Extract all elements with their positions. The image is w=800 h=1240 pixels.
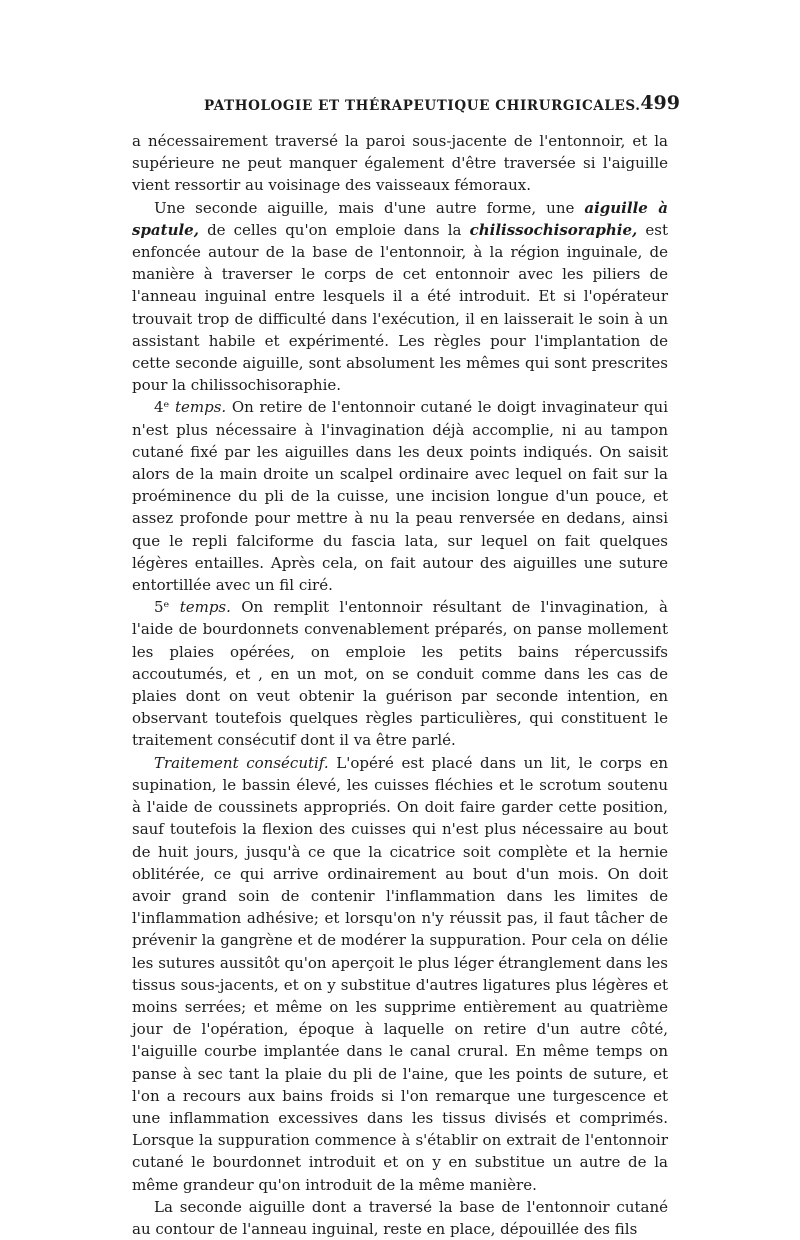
body-text — [132, 130, 668, 1240]
paragraph — [132, 596, 668, 751]
paragraph — [132, 130, 668, 197]
emphasized-term: aiguille à spatule, — [132, 198, 668, 239]
emphasized-term: temps. — [174, 398, 227, 417]
page-number: 499 — [640, 92, 680, 114]
paragraph-text: L'opéré est placé dans un lit, le corps en supination, le bassin élevé, les cuisses fléchies et le scrotum soutenu à l'aide de coussinets appropriés. On doit faire garder cette position, sauf toutefois la flexion des cuisses qui n'est plus nécessaire au bout de huit jours, jusqu'à ce que la cicatrice soit complète et la hernie oblitérée, ce qui arrive ordinairement au bout d'un mois. On doit avoir grand soin de contenir l'inflammation dans les limites de l'inflammation adhésive; et lorsqu'on n'y réussit pas, il faut tâcher de prévenir la gangrène et de modérer la suppuration. Pour cela on délie les sutures aussitôt qu'on aperçoit le plus léger étranglement dans les tissus sous-jacents, et on y substitue d'autres ligatures plus légères et moins serrées; et même on les supprime entièrement au quatrième jour de l'opération, époque à laquelle on retire d'un autre côté, l'aiguille courbe implantée dans le canal crural. En même temps on panse à sec tant la plaie du pli de l'aine, que les points de suture, et l'on a recours aux bains froids si l'on remarque une turgescence et une inflammation excessives dans les tissus divisés et comprimés. Lorsque la suppuration commence à s'établir on extrait de l'entonnoir cutané le bourdonnet introduit et on y en substitue un autre de la même grandeur qu'on introduit de la même manière. — [132, 753, 668, 1194]
paragraph-text: On retire de l'entonnoir cutané le doigt invaginateur qui n'est plus nécessaire à l'invagination déjà accomplie, ni au tampon cutané fixé par les aiguilles dans les deux points indiqués. On saisit alors de la main droite un scalpel ordinaire avec lequel on fait sur la proéminence du pli de la cuisse, une incision longue d'un pouce, et assez profonde pour mettre à nu la peau renversée en dedans, ainsi que le repli falciforme du fascia lata, sur lequel on fait quelques légères entailles. Après cela, on fait autour des aiguilles une suture entortillée avec un fil ciré. — [132, 398, 668, 595]
running-header — [132, 94, 680, 124]
paragraph-text: de celles qu'on emploie dans la — [198, 220, 470, 239]
paragraph-text: Une seconde aiguille, mais d'une autre forme, une — [154, 198, 585, 217]
paragraph-text: On remplit l'entonnoir résultant de l'invagination, à l'aide de bourdonnets convenablement préparés, on panse mollement les plaies opérées, on emploie les petits bains répercussifs accoutumés, et , en un mot, on se conduit comme dans les cas de plaies dont on veut obtenir la guérison par seconde intention, en observant toutefois quelques règles particulières, qui constituent le traitement consécutif dont il va être parlé. — [132, 598, 668, 750]
paragraph — [132, 197, 668, 397]
paragraph-text: 5ᵉ — [154, 598, 180, 617]
emphasized-term: temps. — [179, 598, 231, 617]
paragraph — [132, 1196, 668, 1240]
emphasized-term: Traitement consécutif. — [154, 753, 329, 772]
paragraph — [132, 752, 668, 1196]
emphasized-term: chilissochisoraphie, — [469, 220, 638, 239]
paragraph-text: est enfoncée autour de la base de l'entonnoir, à la région inguinale, de manière à traverser le corps de cet entonnoir avec les piliers de l'anneau inguinal entre lesquels il a été introduit. Et si l'opérateur trouvait trop de difficulté dans l'exécution, il en laisserait le soin à un assistant habile et expérimenté. Les règles pour l'implantation de cette seconde aiguille, sont absolument les mêmes qui sont prescrites pour la chilissochisoraphie. — [132, 220, 668, 395]
running-title: PATHOLOGIE ET THÉRAPEUTIQUE CHIRURGICALES. — [204, 98, 641, 114]
paragraph-text: La seconde aiguille dont a traversé la base de l'entonnoir cutané au contour de l'anneau inguinal, reste en place, dépouillée des fils — [132, 1197, 668, 1238]
paragraph — [132, 396, 668, 596]
paragraph-text: a nécessairement traversé la paroi sous-jacente de l'entonnoir, et la supérieure ne peut manquer également d'être traversée si l'aiguille vient ressortir au voisinage des vaisseaux fémoraux. — [132, 132, 668, 195]
paragraph-text: 4ᵉ — [154, 398, 175, 417]
